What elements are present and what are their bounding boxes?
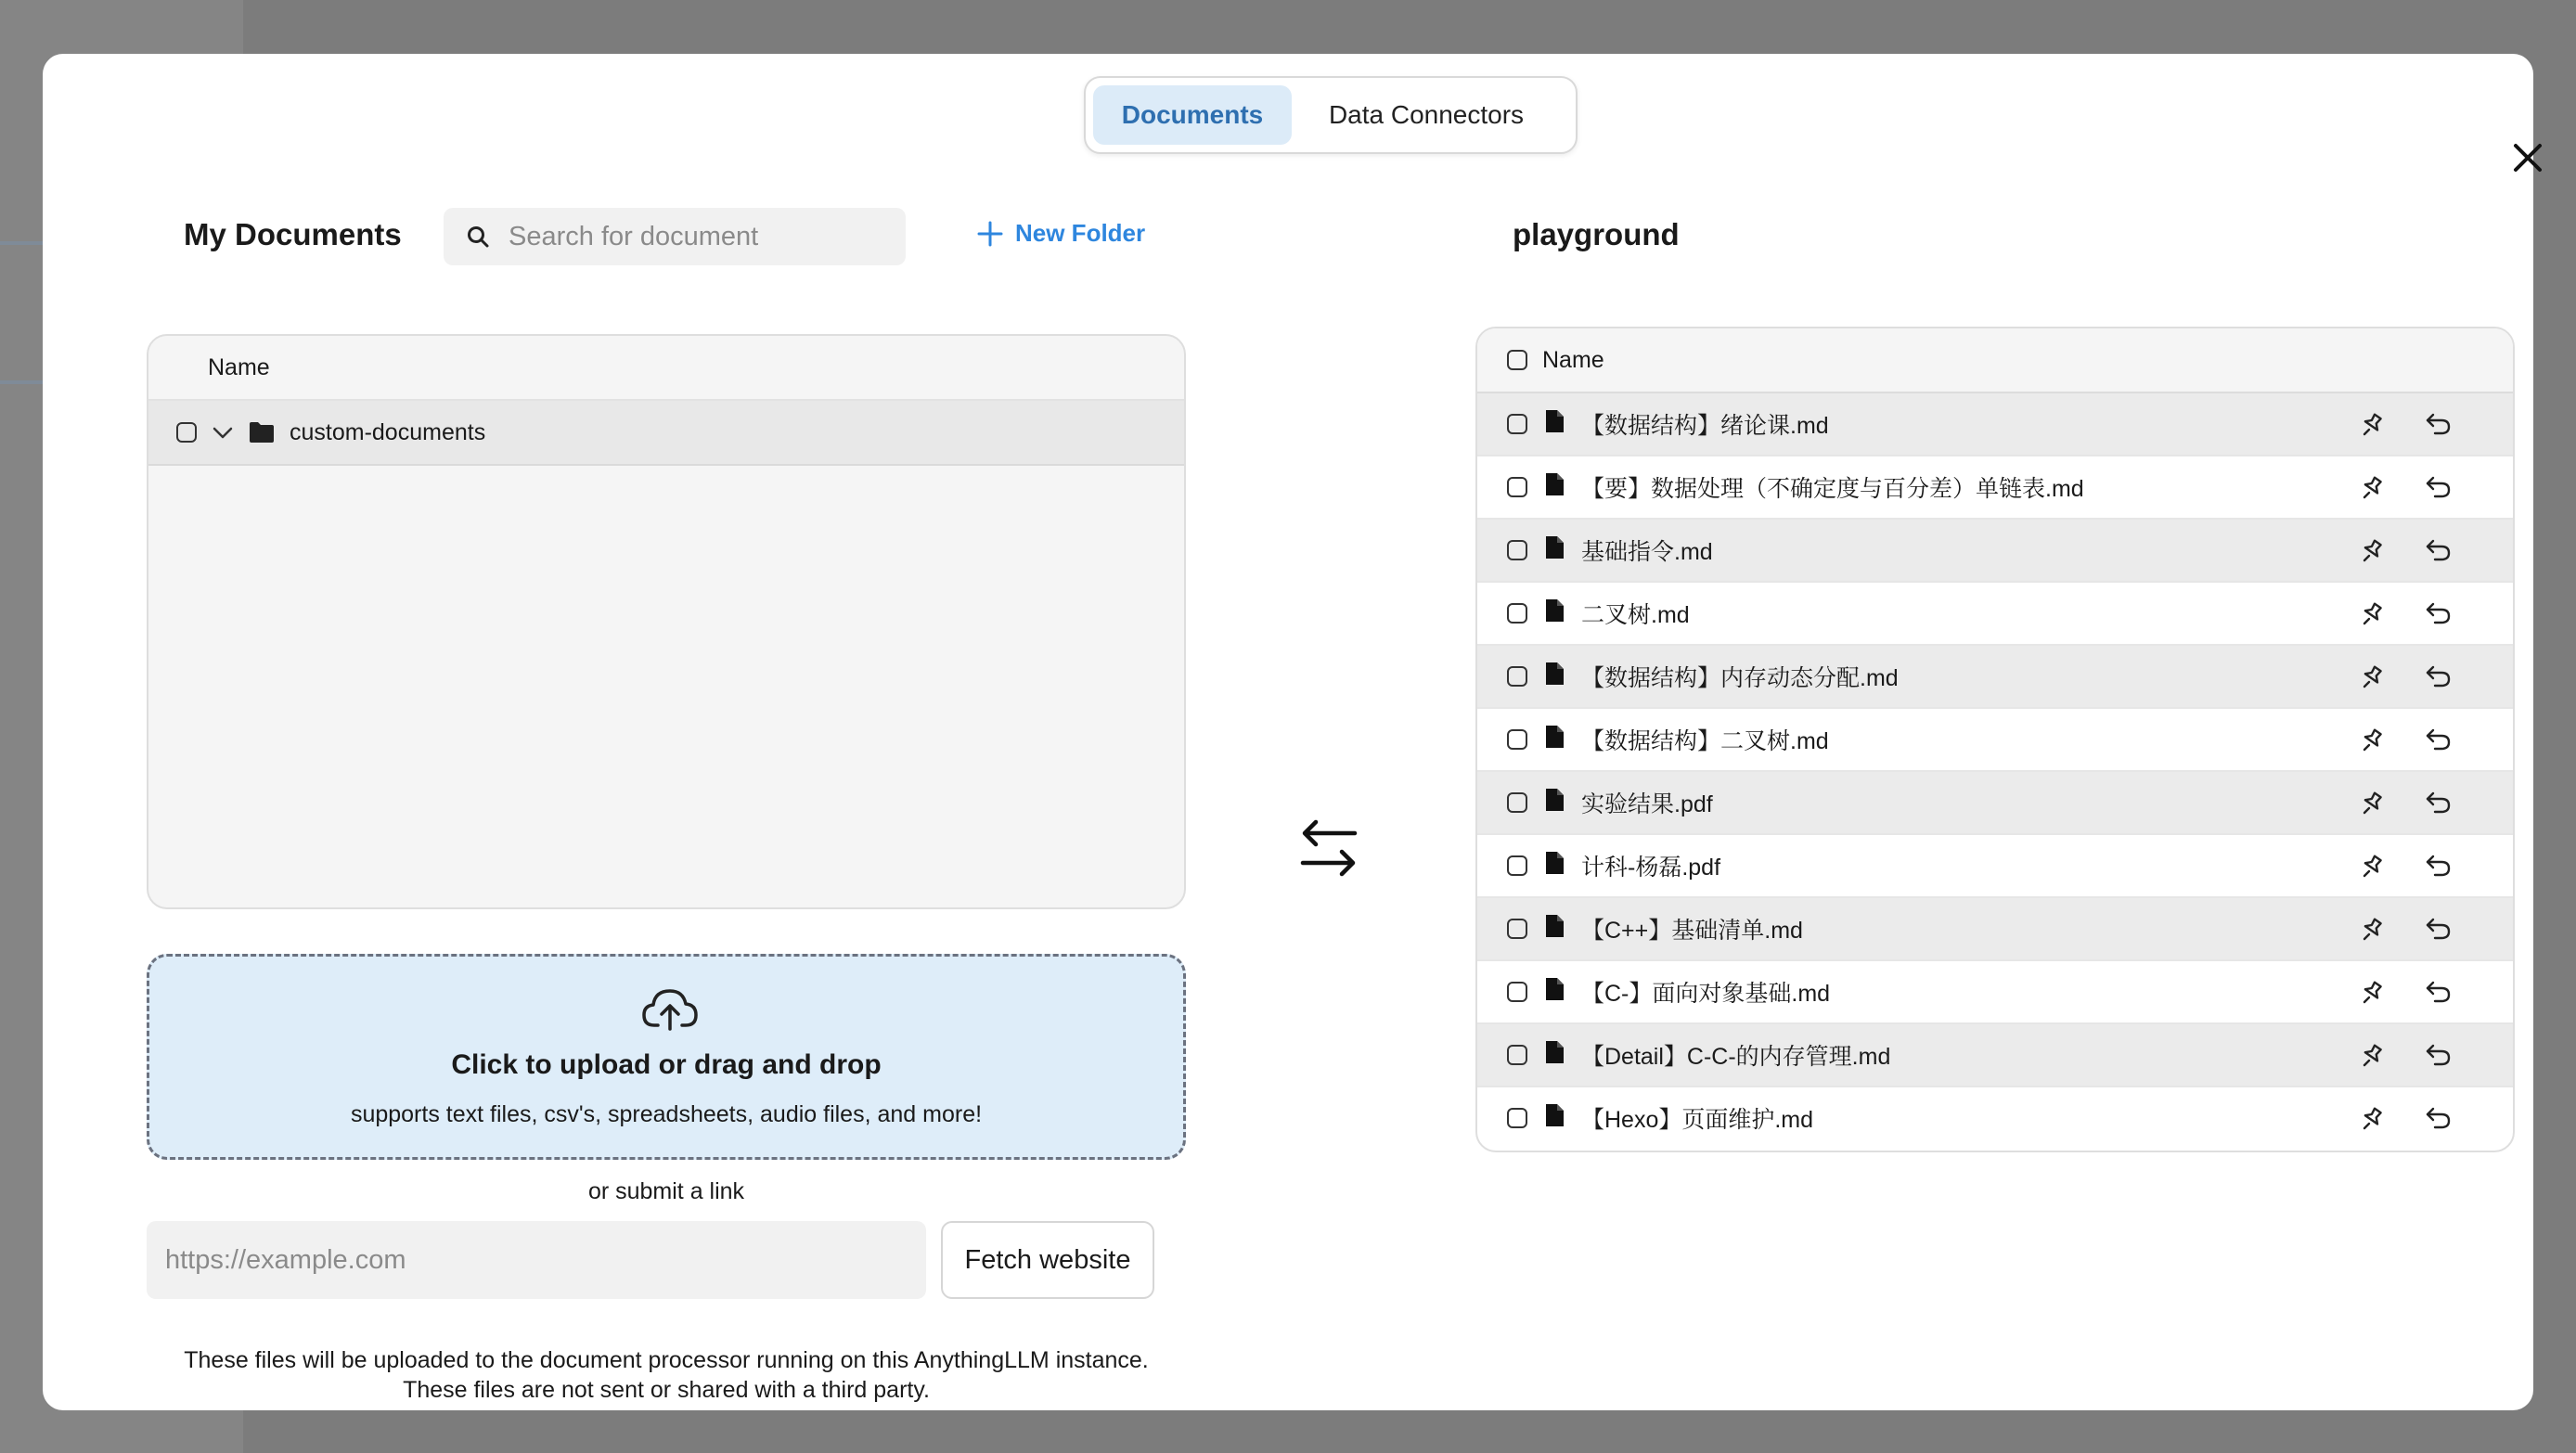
remove-icon[interactable] [2424, 601, 2452, 632]
remove-icon[interactable] [2424, 917, 2452, 947]
upload-subtitle: supports text files, csv's, spreadsheets, audio files, and more! [350, 1101, 983, 1127]
upload-disclaimer [147, 1345, 1186, 1405]
file-icon [1544, 914, 1565, 945]
chevron-down-icon[interactable] [212, 425, 234, 440]
remove-icon[interactable] [2424, 727, 2452, 758]
file-name: 计科-杨磊.pdf [1581, 855, 1721, 881]
table-row[interactable] [1477, 1024, 2513, 1087]
remove-icon[interactable] [2424, 980, 2452, 1010]
tab-documents[interactable]: Documents [1093, 85, 1292, 145]
url-input[interactable] [147, 1221, 926, 1299]
table-row[interactable] [1477, 393, 2513, 456]
file-checkbox[interactable] [1507, 666, 1527, 687]
remove-icon[interactable] [2424, 412, 2452, 443]
table-row[interactable] [1477, 772, 2513, 835]
remove-icon[interactable] [2424, 1043, 2452, 1074]
remove-icon[interactable] [2424, 538, 2452, 569]
file-checkbox[interactable] [1507, 855, 1527, 876]
pin-icon[interactable] [2359, 791, 2385, 823]
pin-icon[interactable] [2359, 475, 2385, 508]
file-icon [1544, 725, 1565, 755]
search-input[interactable] [507, 221, 882, 253]
table-row[interactable] [1477, 646, 2513, 709]
upload-dropzone[interactable] [147, 954, 1186, 1160]
file-name: 二叉树.md [1581, 602, 1690, 628]
upload-title: Click to upload or drag and drop [451, 1049, 882, 1080]
file-name: 【数据结构】二叉树.md [1581, 728, 1829, 754]
file-icon [1544, 662, 1565, 692]
table-row[interactable] [1477, 709, 2513, 772]
close-icon[interactable] [2511, 141, 2544, 174]
table-header [148, 336, 1184, 401]
pin-icon[interactable] [2359, 601, 2385, 634]
workspace-title: playground [1513, 217, 1680, 251]
table-row[interactable] [1477, 520, 2513, 583]
pin-icon[interactable] [2359, 412, 2385, 444]
file-checkbox[interactable] [1507, 1108, 1527, 1128]
plus-icon [976, 220, 1004, 248]
folder-name: custom-documents [290, 418, 486, 445]
remove-icon[interactable] [2424, 854, 2452, 884]
file-name: 实验结果.pdf [1581, 791, 1713, 817]
or-submit-link-label: or submit a link [587, 1178, 745, 1204]
file-icon [1544, 851, 1565, 881]
workspace-documents-table [1475, 327, 2515, 1152]
pin-icon[interactable] [2359, 538, 2385, 571]
remove-icon[interactable] [2424, 664, 2452, 695]
file-checkbox[interactable] [1507, 919, 1527, 939]
pin-icon[interactable] [2359, 917, 2385, 949]
pin-icon[interactable] [2359, 1043, 2385, 1075]
file-checkbox[interactable] [1507, 1045, 1527, 1065]
file-checkbox[interactable] [1507, 982, 1527, 1002]
table-row[interactable] [1477, 898, 2513, 961]
file-name: 【Hexo】页面维护.md [1581, 1107, 1814, 1133]
document-manager-modal [43, 54, 2533, 1410]
document-search[interactable] [444, 208, 906, 265]
file-icon [1544, 409, 1565, 440]
column-name-header: Name [1542, 346, 1604, 373]
file-icon [1544, 472, 1565, 503]
folder-checkbox[interactable] [176, 422, 197, 443]
file-icon [1544, 788, 1565, 818]
file-checkbox[interactable] [1507, 477, 1527, 497]
table-header [1477, 328, 2513, 393]
my-documents-title: My Documents [184, 217, 402, 251]
pin-icon[interactable] [2359, 664, 2385, 697]
tab-data-connectors[interactable]: Data Connectors [1328, 100, 1525, 129]
table-row[interactable] [1477, 961, 2513, 1024]
new-folder-button[interactable] [976, 219, 1145, 248]
search-icon [466, 225, 490, 249]
fetch-website-button[interactable]: Fetch website [941, 1221, 1154, 1299]
new-folder-label: New Folder [1015, 219, 1146, 247]
file-checkbox[interactable] [1507, 792, 1527, 813]
folder-icon [249, 421, 275, 444]
file-icon [1544, 1103, 1565, 1134]
modal-tabs [1084, 76, 1578, 154]
table-row[interactable] [1477, 835, 2513, 898]
file-name: 【C-】面向对象基础.md [1581, 981, 1831, 1007]
file-checkbox[interactable] [1507, 540, 1527, 560]
disclaimer-line-1: These files will be uploaded to the document processor running on this AnythingLLM instance. [184, 1347, 1149, 1373]
file-icon [1544, 1040, 1565, 1071]
pin-icon[interactable] [2359, 854, 2385, 886]
file-icon [1544, 535, 1565, 566]
table-row[interactable] [1477, 1087, 2513, 1149]
my-documents-table [147, 334, 1186, 909]
file-name: 【要】数据处理（不确定度与百分差）单链表.md [1581, 476, 2084, 502]
remove-icon[interactable] [2424, 1106, 2452, 1137]
file-name: 【数据结构】绪论课.md [1581, 413, 1829, 439]
background-decoration [0, 380, 43, 384]
file-checkbox[interactable] [1507, 603, 1527, 624]
disclaimer-line-2: These files are not sent or shared with a third party. [403, 1377, 930, 1403]
pin-icon[interactable] [2359, 727, 2385, 760]
pin-icon[interactable] [2359, 980, 2385, 1012]
file-name: 【C++】基础清单.md [1581, 918, 1803, 944]
column-name-header: Name [208, 354, 270, 380]
table-row[interactable] [1477, 583, 2513, 646]
file-checkbox[interactable] [1507, 414, 1527, 434]
file-name: 【Detail】C-C-的内存管理.md [1581, 1044, 1891, 1070]
file-icon [1544, 598, 1565, 629]
swap-arrows-icon [1297, 817, 1360, 880]
folder-row[interactable] [148, 401, 1184, 466]
table-row[interactable] [1477, 456, 2513, 520]
cloud-upload-icon [641, 986, 699, 1031]
select-all-checkbox[interactable] [1507, 350, 1527, 370]
remove-icon[interactable] [2424, 475, 2452, 506]
background-decoration [0, 241, 43, 245]
file-name: 基础指令.md [1581, 539, 1713, 565]
pin-icon[interactable] [2359, 1106, 2385, 1138]
remove-icon[interactable] [2424, 791, 2452, 821]
file-checkbox[interactable] [1507, 729, 1527, 750]
file-name: 【数据结构】内存动态分配.md [1581, 665, 1899, 691]
file-icon [1544, 977, 1565, 1008]
